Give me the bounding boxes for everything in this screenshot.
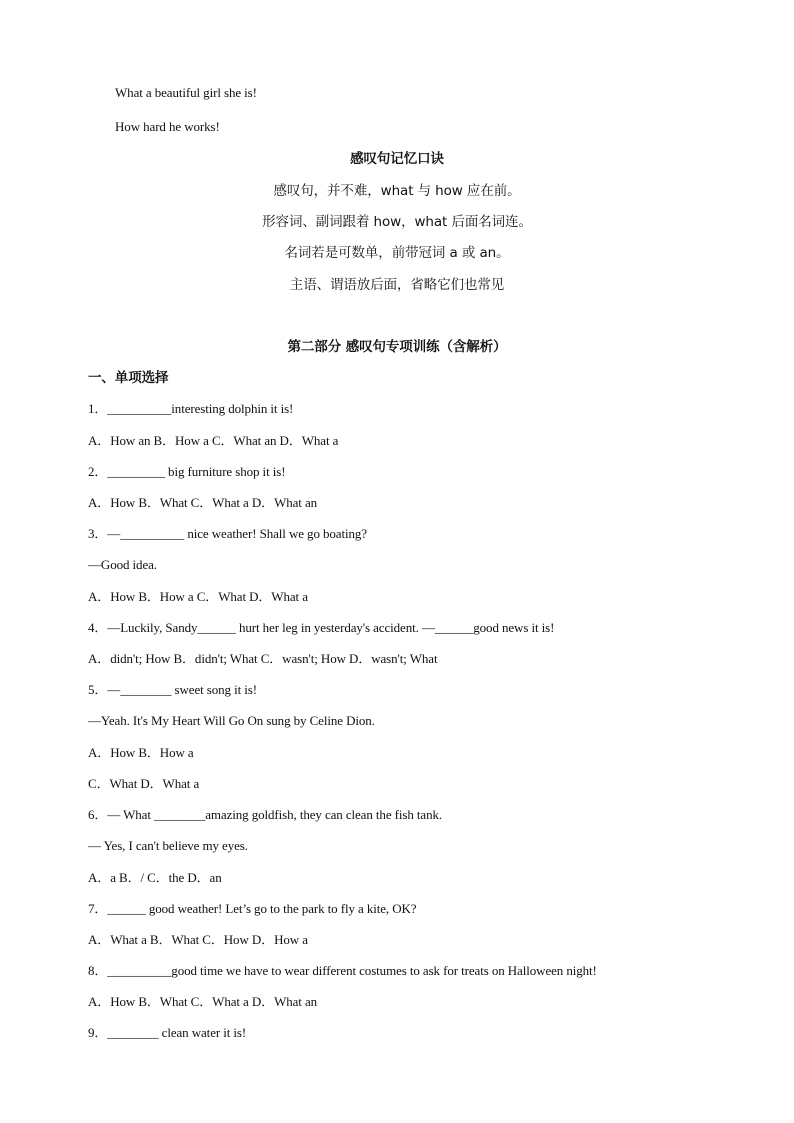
question-stem: 1．__________interesting dolphin it is! [88, 401, 294, 416]
section-heading: 一、单项选择 [88, 370, 169, 386]
question-options: A．a B．/ C．the D．an [88, 870, 222, 885]
example-sentence-2: How hard he works! [115, 119, 220, 134]
question-options: A．How an B．How a C．What an D．What a [88, 433, 339, 448]
question-options: A．What a B．What C．How D．How a [88, 932, 308, 947]
question-options: A．How B．How a C．What D．What a [88, 589, 308, 604]
part-two-title: 第二部分 感叹句专项训练（含解析） [287, 339, 507, 355]
question-reply: —Yeah. It's My Heart Will Go On sung by Celine Dion. [88, 713, 375, 728]
question-options: A．How B．What C．What a D．What an [88, 994, 318, 1009]
question-reply: —Good idea. [88, 557, 157, 572]
question-reply: — Yes, I can't believe my eyes. [88, 838, 248, 853]
question-options: A．How B．What C．What a D．What an [88, 495, 318, 510]
example-sentence-1: What a beautiful girl she is! [115, 85, 257, 100]
rhyme-line-2: 形容词、副词跟着 how，what 后面名词连。 [262, 214, 532, 230]
question-options: A．How B．How a [88, 745, 194, 760]
question-stem: 6．— What ________amazing goldfish, they can clean the fish tank. [88, 807, 443, 822]
question-options: C．What D．What a [88, 776, 200, 791]
question-options: A．didn't; How B．didn't; What C．wasn't; How D．wasn't; What [88, 651, 438, 666]
rhyme-line-4: 主语、谓语放后面，省略它们也常见 [289, 277, 505, 293]
question-stem: 5．—________ sweet song it is! [88, 682, 257, 697]
question-stem: 9．________ clean water it is! [88, 1025, 247, 1040]
rhyme-line-3: 名词若是可数单，前带冠词 a 或 an。 [284, 245, 510, 261]
question-stem: 8．__________good time we have to wear different costumes to ask for treats on Halloween night! [88, 963, 597, 978]
question-stem: 4．—Luckily, Sandy______ hurt her leg in yesterday's accident. —______good news it is! [88, 620, 555, 635]
question-stem: 7．______ good weather! Let’s go to the park to fly a kite, OK? [88, 901, 417, 916]
rhyme-title: 感叹句记忆口诀 [350, 151, 444, 167]
rhyme-line-1: 感叹句，并不难，what 与 how 应在前。 [273, 183, 521, 199]
question-stem: 2．_________ big furniture shop it is! [88, 464, 286, 479]
question-stem: 3．—__________ nice weather! Shall we go boating? [88, 526, 367, 541]
